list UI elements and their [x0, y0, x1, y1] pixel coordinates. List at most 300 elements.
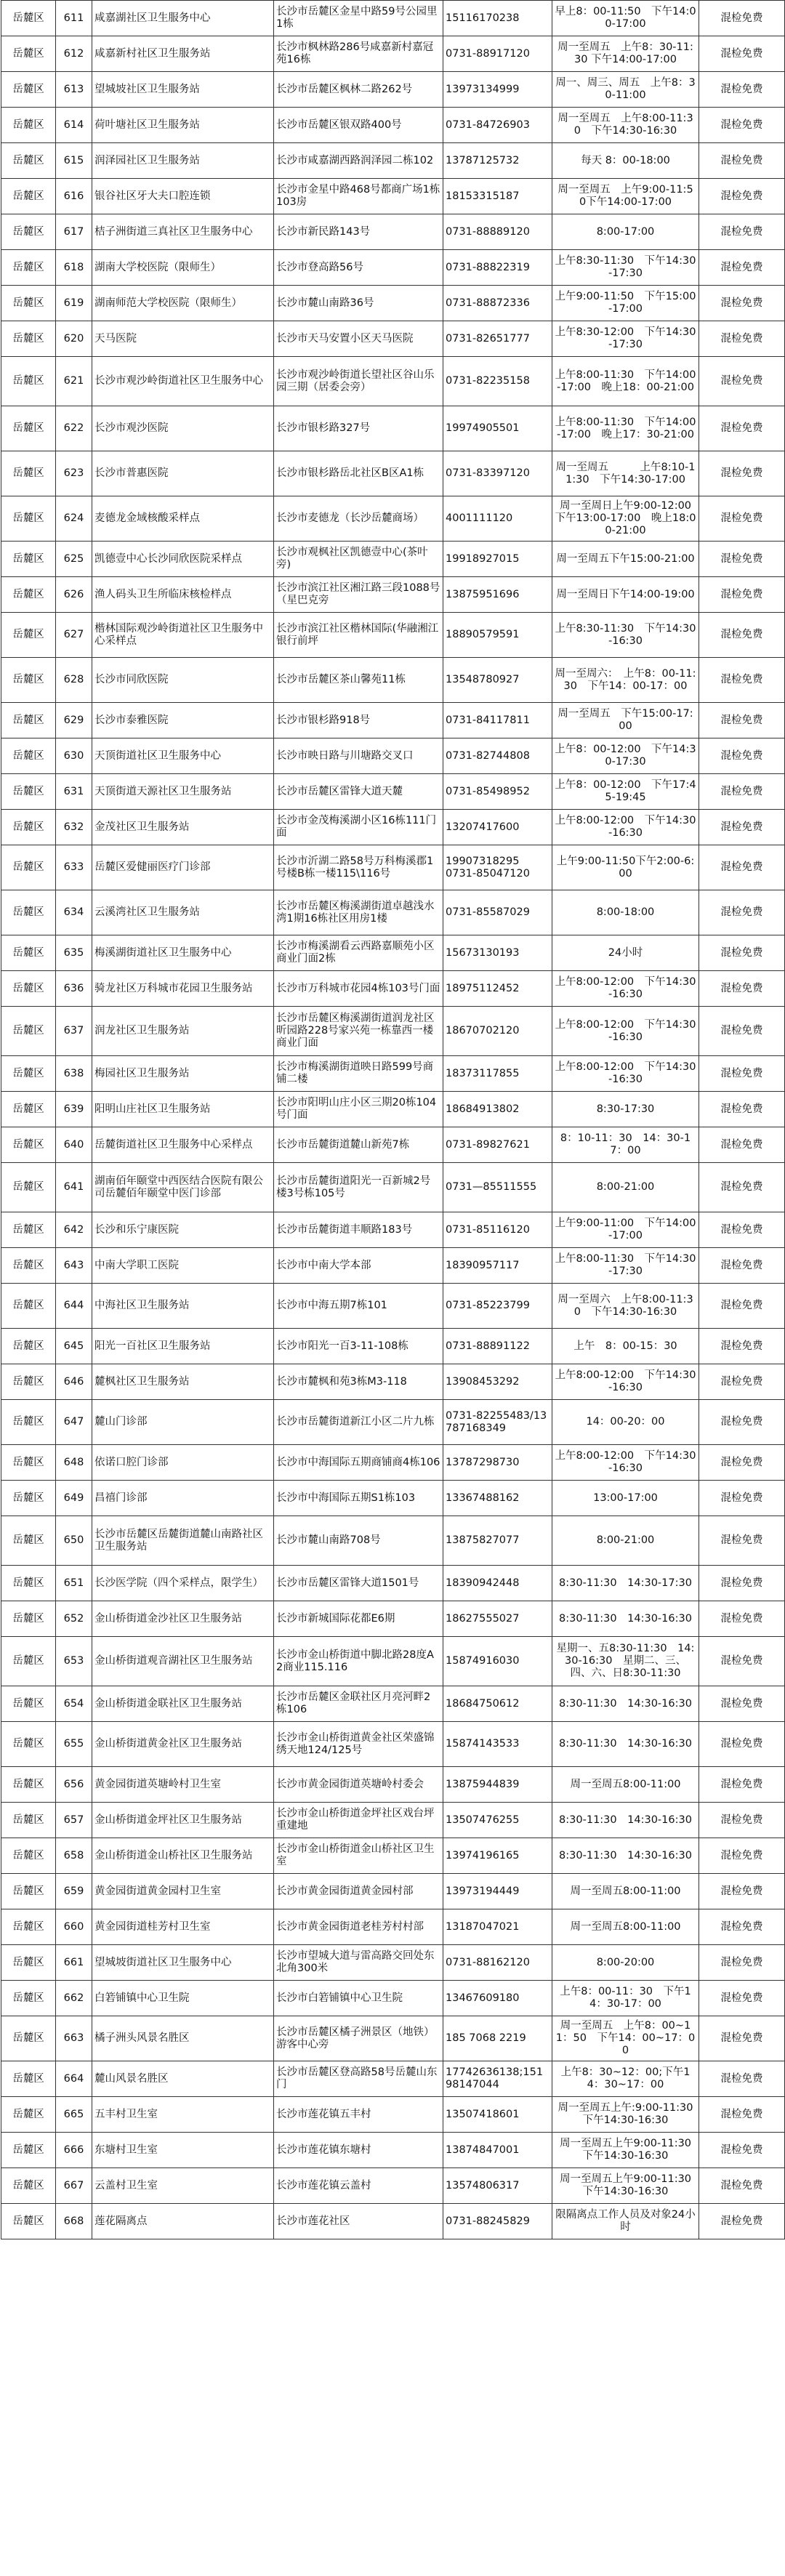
cell-phone: [443, 1400, 552, 1445]
cell-fee-text: 混检免费: [720, 1655, 763, 1667]
cell-phone-text: 13207417600: [446, 821, 520, 833]
cell-address-text: 长沙市麓枫和苑3栋M3-118: [276, 1375, 407, 1388]
cell-site-name-text: 湖南大学校医院（限师生）: [94, 261, 221, 273]
cell-district: [1, 1481, 56, 1516]
cell-district-text: 岳麓区: [12, 785, 44, 797]
cell-district: [1, 2016, 56, 2061]
cell-fee: [699, 1248, 785, 1284]
cell-site-name-text: 骑龙社区万科城市花园卫生服务站: [94, 982, 253, 994]
cell-number-text: 647: [63, 1416, 84, 1428]
table-row: [1, 1838, 785, 1874]
cell-address-text: 长沙市滨江社区湘江路三段1088号（星巴克旁: [276, 582, 440, 606]
cell-fee-text: 混检免费: [720, 2032, 763, 2044]
cell-phone: [443, 36, 552, 72]
cell-site-name-text: 黄金园街道桂芳村卫生室: [94, 1920, 211, 1933]
cell-district-text: 岳麓区: [12, 83, 44, 95]
cell-fee: [699, 658, 785, 703]
cell-hours: [552, 1601, 699, 1637]
cell-hours: [552, 971, 699, 1007]
cell-district-text: 岳麓区: [12, 47, 44, 60]
cell-phone: [443, 1601, 552, 1637]
cell-number: [56, 658, 92, 703]
cell-number-text: 642: [63, 1223, 84, 1236]
cell-fee: [699, 36, 785, 72]
cell-hours-text: 上午8:00-12:00 下午14:30-16:30: [555, 1061, 696, 1085]
cell-fee-text: 混检免费: [720, 12, 763, 24]
cell-phone-text: 0731-88245829: [446, 2215, 530, 2227]
cell-phone-text: 13875827077: [446, 1534, 520, 1546]
cell-site-name: [92, 845, 274, 890]
cell-phone-text: 18684750612: [446, 1697, 520, 1710]
cell-address-text: 长沙市岳麓街道丰顺路183号: [276, 1223, 413, 1236]
cell-fee-text: 混检免费: [720, 1340, 763, 1352]
cell-fee-text: 混检免费: [720, 297, 763, 309]
cell-number-text: 638: [63, 1067, 84, 1079]
cell-phone: [443, 1686, 552, 1722]
cell-address: [274, 496, 443, 542]
cell-address-text: 长沙市阳明山庄小区三期20栋104号门面: [276, 1097, 437, 1121]
cell-site-name-text: 莲花隔离点: [94, 2215, 148, 2227]
table-row: [1, 286, 785, 321]
cell-site-name: [92, 774, 274, 810]
cell-number-text: 612: [63, 47, 84, 60]
cell-phone: [443, 1056, 552, 1092]
cell-address: [274, 1007, 443, 1056]
table-row: [1, 577, 785, 613]
cell-site-name-text: 依诺口腔门诊部: [94, 1456, 169, 1468]
cell-phone: [443, 1007, 552, 1056]
cell-phone-text: 0731-88891122: [446, 1340, 530, 1352]
cell-hours: [552, 2061, 699, 2097]
cell-site-name-text: 湖南佰年颐堂中西医结合医院有限公司岳麓佰年颐堂中医门诊部: [94, 1175, 263, 1199]
cell-hours: [552, 738, 699, 774]
cell-number-text: 633: [63, 861, 84, 873]
cell-address-text: 长沙市岳麓街道新江小区二片九栋: [276, 1416, 435, 1428]
cell-phone-text: 0731-88822319: [446, 261, 530, 273]
cell-address-text: 长沙市岳麓区橘子洲景区（地铁）游客中心旁: [276, 2026, 435, 2050]
cell-phone: [443, 738, 552, 774]
cell-fee: [699, 1601, 785, 1637]
cell-site-name-text: 金山桥街道金沙社区卫生服务站: [94, 1612, 242, 1625]
cell-phone: [443, 179, 552, 214]
table-row: [1, 321, 785, 357]
cell-district-text: 岳麓区: [12, 225, 44, 238]
cell-number-text: 650: [63, 1534, 84, 1546]
cell-fee-text: 混检免费: [720, 1181, 763, 1193]
cell-phone: [443, 321, 552, 357]
cell-fee-text: 混检免费: [720, 1849, 763, 1861]
cell-site-name: [92, 1981, 274, 2016]
table-row: [1, 2133, 785, 2168]
cell-district-text: 岳麓区: [12, 982, 44, 994]
cell-address: [274, 1516, 443, 1566]
cell-fee-text: 混检免费: [720, 47, 763, 60]
cell-fee: [699, 1481, 785, 1516]
cell-hours-text: 周一至周五8:00-11:00: [570, 1885, 681, 1897]
cell-site-name-text: 昌禧门诊部: [94, 1492, 148, 1504]
cell-fee: [699, 613, 785, 658]
cell-number-text: 661: [63, 1956, 84, 1968]
cell-site-name-text: 麓枫社区卫生服务站: [94, 1375, 190, 1388]
cell-hours: [552, 1445, 699, 1481]
cell-hours-text: 14：00-20：00: [586, 1416, 665, 1428]
cell-phone: [443, 1945, 552, 1981]
cell-fee-text: 混检免费: [720, 467, 763, 479]
cell-phone: [443, 1092, 552, 1127]
cell-district-text: 岳麓区: [12, 375, 44, 387]
cell-number: [56, 810, 92, 845]
cell-address: [274, 1945, 443, 1981]
table-row: [1, 1909, 785, 1945]
cell-address: [274, 1637, 443, 1686]
cell-hours: [552, 406, 699, 451]
cell-number: [56, 890, 92, 935]
cell-site-name: [92, 1127, 274, 1163]
cell-number: [56, 1127, 92, 1163]
cell-number-text: 631: [63, 785, 84, 797]
cell-district: [1, 2204, 56, 2239]
cell-number: [56, 286, 92, 321]
cell-address-text: 长沙市岳麓街道麓山新苑7栋: [276, 1138, 410, 1151]
cell-fee: [699, 2061, 785, 2097]
cell-phone-text: 13875951696: [446, 588, 520, 600]
cell-fee: [699, 357, 785, 406]
cell-district: [1, 1909, 56, 1945]
cell-address: [274, 1981, 443, 2016]
cell-hours-text: 13:00-17:00: [593, 1492, 658, 1504]
cell-phone-text: 0731-84117811: [446, 714, 530, 726]
cell-site-name-text: 天马医院: [94, 332, 137, 345]
cell-district: [1, 1212, 56, 1248]
cell-district: [1, 108, 56, 143]
cell-number: [56, 1400, 92, 1445]
cell-hours: [552, 774, 699, 810]
cell-hours-text: 8:30-17:30: [596, 1103, 655, 1115]
cell-site-name-text: 梅溪湖街道社区卫生服务中心: [94, 946, 232, 959]
cell-number: [56, 72, 92, 108]
cell-fee-text: 混检免费: [720, 1416, 763, 1428]
cell-fee-text: 混检免费: [720, 1456, 763, 1468]
cell-number-text: 632: [63, 821, 84, 833]
cell-fee: [699, 2016, 785, 2061]
cell-phone-text: 18670702120: [446, 1025, 520, 1037]
cell-number-text: 617: [63, 225, 84, 238]
cell-district-text: 岳麓区: [12, 1067, 44, 1079]
cell-fee: [699, 2168, 785, 2204]
cell-district: [1, 179, 56, 214]
cell-fee-text: 混检免费: [720, 1612, 763, 1625]
cell-site-name: [92, 1637, 274, 1686]
table-row: [1, 1056, 785, 1092]
cell-number-text: 628: [63, 674, 84, 685]
cell-hours-text: 周一至周五 下午15:00-17:00: [557, 708, 693, 732]
cell-district: [1, 1, 56, 36]
cell-district-text: 岳麓区: [12, 1181, 44, 1193]
cell-site-name: [92, 1400, 274, 1445]
cell-fee-text: 混检免费: [720, 332, 763, 345]
cell-hours-text: 周一至周五上午:9:00-11:30 下午14:30-16:30: [557, 2102, 704, 2126]
cell-district-text: 岳麓区: [12, 332, 44, 345]
cell-district: [1, 1445, 56, 1481]
cell-hours-text: 每天 8：00-18:00: [581, 154, 670, 166]
cell-number: [56, 1838, 92, 1874]
cell-district-text: 岳麓区: [12, 1492, 44, 1504]
cell-address: [274, 935, 443, 971]
cell-hours-text: 上午8：00-12:00 下午17:45-19:45: [555, 779, 696, 803]
cell-hours: [552, 451, 699, 496]
cell-site-name: [92, 1722, 274, 1767]
cell-phone-text: 15874143533: [446, 1738, 520, 1750]
table-row: [1, 935, 785, 971]
cell-district: [1, 2061, 56, 2097]
cell-phone: [443, 286, 552, 321]
cell-district: [1, 1163, 56, 1212]
cell-hours: [552, 1284, 699, 1329]
cell-district: [1, 143, 56, 179]
cell-fee: [699, 143, 785, 179]
cell-address: [274, 2097, 443, 2133]
cell-site-name-text: 望城坡社区卫生服务站: [94, 83, 200, 95]
cell-site-name-text: 麦德龙金域核酸采样点: [94, 512, 200, 524]
cell-district: [1, 496, 56, 542]
cell-site-name-text: 长沙医学院（四个采样点，限学生）: [94, 1577, 263, 1589]
cell-site-name: [92, 1163, 274, 1212]
cell-address: [274, 1909, 443, 1945]
cell-fee: [699, 250, 785, 286]
cell-district-text: 岳麓区: [12, 1138, 44, 1151]
cell-site-name-text: 渔人码头卫生所临床核检样点: [94, 588, 232, 600]
table-row: [1, 1874, 785, 1909]
cell-phone-text: 18390957117: [446, 1259, 520, 1271]
cell-fee-text: 混检免费: [720, 1738, 763, 1750]
cell-address-text: 长沙市银杉路岳北社区B区A1栋: [276, 467, 424, 479]
cell-phone: [443, 1874, 552, 1909]
cell-site-name-text: 黄金园街道英塘岭村卫生室: [94, 1778, 221, 1790]
cell-fee-text: 混检免费: [720, 1534, 763, 1546]
cell-fee-text: 混检免费: [720, 1259, 763, 1271]
cell-phone: [443, 1212, 552, 1248]
cell-phone: [443, 703, 552, 738]
cell-hours-text: 上午8:00-11:30 下午14:30-17:30: [555, 1253, 696, 1277]
cell-address: [274, 810, 443, 845]
cell-address-text: 长沙市新城国际花都E6期: [276, 1612, 395, 1625]
cell-fee-text: 混检免费: [720, 714, 763, 726]
cell-address-text: 长沙市观沙岭街道长望社区谷山乐园三期（居委会旁）: [276, 369, 435, 393]
cell-phone: [443, 1637, 552, 1686]
cell-phone-text: 0731-82744808: [446, 749, 530, 762]
cell-site-name: [92, 542, 274, 577]
cell-site-name-text: 云溪湾社区卫生服务站: [94, 906, 200, 918]
cell-site-name-text: 长沙市泰雅医院: [94, 714, 169, 726]
cell-district: [1, 774, 56, 810]
cell-site-name: [92, 1803, 274, 1838]
cell-phone-text: 0731-85223799: [446, 1300, 530, 1311]
cell-number: [56, 1601, 92, 1637]
cell-fee: [699, 971, 785, 1007]
cell-site-name: [92, 179, 274, 214]
cell-phone-text: 18153315187: [446, 190, 520, 202]
cell-address: [274, 143, 443, 179]
cell-number: [56, 1874, 92, 1909]
cell-site-name: [92, 1329, 274, 1364]
cell-site-name: [92, 286, 274, 321]
cell-number: [56, 357, 92, 406]
cell-number: [56, 542, 92, 577]
cell-fee: [699, 1092, 785, 1127]
cell-address: [274, 1445, 443, 1481]
cell-phone: [443, 1284, 552, 1329]
cell-phone: [443, 2133, 552, 2168]
cell-fee: [699, 1364, 785, 1400]
cell-district: [1, 738, 56, 774]
cell-address: [274, 451, 443, 496]
cell-phone: [443, 577, 552, 613]
cell-address: [274, 2204, 443, 2239]
cell-hours-text: 早上8：00-11:50 下午14:00-17:00: [555, 6, 696, 30]
cell-number-text: 659: [63, 1885, 84, 1897]
cell-number: [56, 935, 92, 971]
cell-hours: [552, 286, 699, 321]
cell-address: [274, 2061, 443, 2097]
cell-phone-text: 13973194449: [446, 1885, 520, 1897]
cell-district-text: 岳麓区: [12, 2032, 44, 2044]
cell-fee: [699, 1909, 785, 1945]
cell-district-text: 岳麓区: [12, 12, 44, 24]
cell-number: [56, 451, 92, 496]
cell-district: [1, 1686, 56, 1722]
table-row: [1, 179, 785, 214]
cell-fee-text: 混检免费: [720, 1577, 763, 1589]
cell-number-text: 664: [63, 2072, 84, 2085]
cell-fee: [699, 286, 785, 321]
cell-hours: [552, 1056, 699, 1092]
table-row: [1, 143, 785, 179]
cell-address: [274, 2168, 443, 2204]
cell-number-text: 640: [63, 1138, 84, 1151]
cell-number: [56, 36, 92, 72]
table-row: [1, 1945, 785, 1981]
cell-phone-text: 13974196165: [446, 1849, 520, 1861]
table-row: [1, 1803, 785, 1838]
cell-site-name-text: 金山桥街道金坪社区卫生服务站: [94, 1814, 242, 1826]
cell-district-text: 岳麓区: [12, 946, 44, 959]
cell-site-name: [92, 1445, 274, 1481]
cell-district-text: 岳麓区: [12, 1956, 44, 1968]
cell-site-name: [92, 1566, 274, 1601]
cell-address-text: 长沙市岳麓区登高路58号岳麓山东门: [276, 2066, 438, 2090]
cell-hours: [552, 1400, 699, 1445]
table-row: [1, 357, 785, 406]
cell-address: [274, 214, 443, 250]
cell-address: [274, 1566, 443, 1601]
cell-number-text: 651: [63, 1577, 84, 1589]
cell-district: [1, 1981, 56, 2016]
cell-fee-text: 混检免费: [720, 1375, 763, 1388]
cell-address-text: 长沙市岳麓街道阳光一百新城2号楼3号栋105号: [276, 1175, 431, 1199]
cell-address-text: 长沙市中海国际五期S1栋103: [276, 1492, 416, 1504]
table-row: [1, 1637, 785, 1686]
cell-fee: [699, 1566, 785, 1601]
cell-address: [274, 658, 443, 703]
cell-hours-text: 星期一、五8:30-11:30 14:30-16:30 星期二、三、四、六、日8:30-11:30: [556, 1643, 695, 1679]
cell-number-text: 643: [63, 1259, 84, 1271]
table-row: [1, 451, 785, 496]
cell-district: [1, 214, 56, 250]
cell-phone: [443, 1445, 552, 1481]
cell-fee: [699, 1284, 785, 1329]
cell-hours: [552, 179, 699, 214]
cell-address: [274, 108, 443, 143]
cell-district: [1, 1803, 56, 1838]
cell-number: [56, 1092, 92, 1127]
cell-hours: [552, 1566, 699, 1601]
cell-address-text: 长沙市咸嘉湖西路润泽园二栋102: [276, 154, 434, 166]
cell-phone: [443, 357, 552, 406]
cell-address-text: 长沙市岳麓区枫林二路262号: [276, 83, 413, 95]
cell-number: [56, 1007, 92, 1056]
cell-address-text: 长沙市岳麓区梅溪湖街道卓越浅水湾1期16栋社区用房1楼: [276, 900, 435, 925]
cell-phone-text: 13875944839: [446, 1778, 520, 1790]
cell-hours-text: 上午8:00-12:00 下午14:30-16:30: [555, 1018, 696, 1043]
cell-site-name-text: 凯德壹中心长沙同欣医院采样点: [94, 552, 242, 565]
cell-fee-text: 混检免费: [720, 2215, 763, 2227]
cell-phone: [443, 810, 552, 845]
table-row: [1, 2061, 785, 2097]
cell-number: [56, 1163, 92, 1212]
cell-fee-text: 混检免费: [720, 749, 763, 762]
cell-phone: [443, 1566, 552, 1601]
cell-hours: [552, 2097, 704, 2133]
cell-fee: [699, 321, 785, 357]
cell-site-name: [92, 1516, 274, 1566]
cell-address-text: 长沙市麓山南路36号: [276, 297, 374, 309]
table-row: [1, 1212, 785, 1248]
cell-site-name: [92, 406, 274, 451]
cell-district: [1, 810, 56, 845]
cell-address-text: 长沙市莲花社区: [276, 2215, 350, 2227]
cell-hours: [552, 1127, 699, 1163]
cell-hours: [552, 1163, 699, 1212]
cell-hours: [552, 2133, 702, 2168]
cell-hours: [552, 1516, 699, 1566]
cell-fee-text: 混检免费: [720, 2144, 763, 2156]
cell-site-name-text: 麓山风景名胜区: [94, 2072, 169, 2085]
cell-district-text: 岳麓区: [12, 552, 44, 565]
cell-hours: [552, 143, 699, 179]
cell-site-name-text: 湖南师范大学校医院（限师生）: [94, 297, 242, 309]
cell-site-name: [92, 250, 274, 286]
cell-phone-text: 17742636138;15198147044: [446, 2066, 544, 2090]
cell-fee: [699, 1400, 785, 1445]
cell-hours-text: 周一至周五 上午8：30-11:30 下午14:00-17:00: [557, 41, 693, 65]
cell-site-name: [92, 1007, 274, 1056]
cell-site-name: [92, 1364, 274, 1400]
cell-hours: [552, 1874, 699, 1909]
cell-address: [274, 1092, 443, 1127]
cell-number-text: 662: [63, 1992, 84, 2004]
cell-fee: [699, 1056, 785, 1092]
cell-phone: [443, 250, 552, 286]
cell-fee: [699, 774, 785, 810]
cell-phone: [443, 1127, 552, 1163]
cell-district-text: 岳麓区: [12, 154, 44, 166]
cell-fee-text: 混检免费: [720, 261, 763, 273]
table-row: [1, 1566, 785, 1601]
cell-fee: [699, 935, 785, 971]
cell-fee-text: 混检免费: [720, 1697, 763, 1710]
cell-number: [56, 1248, 92, 1284]
cell-hours: [552, 1092, 699, 1127]
